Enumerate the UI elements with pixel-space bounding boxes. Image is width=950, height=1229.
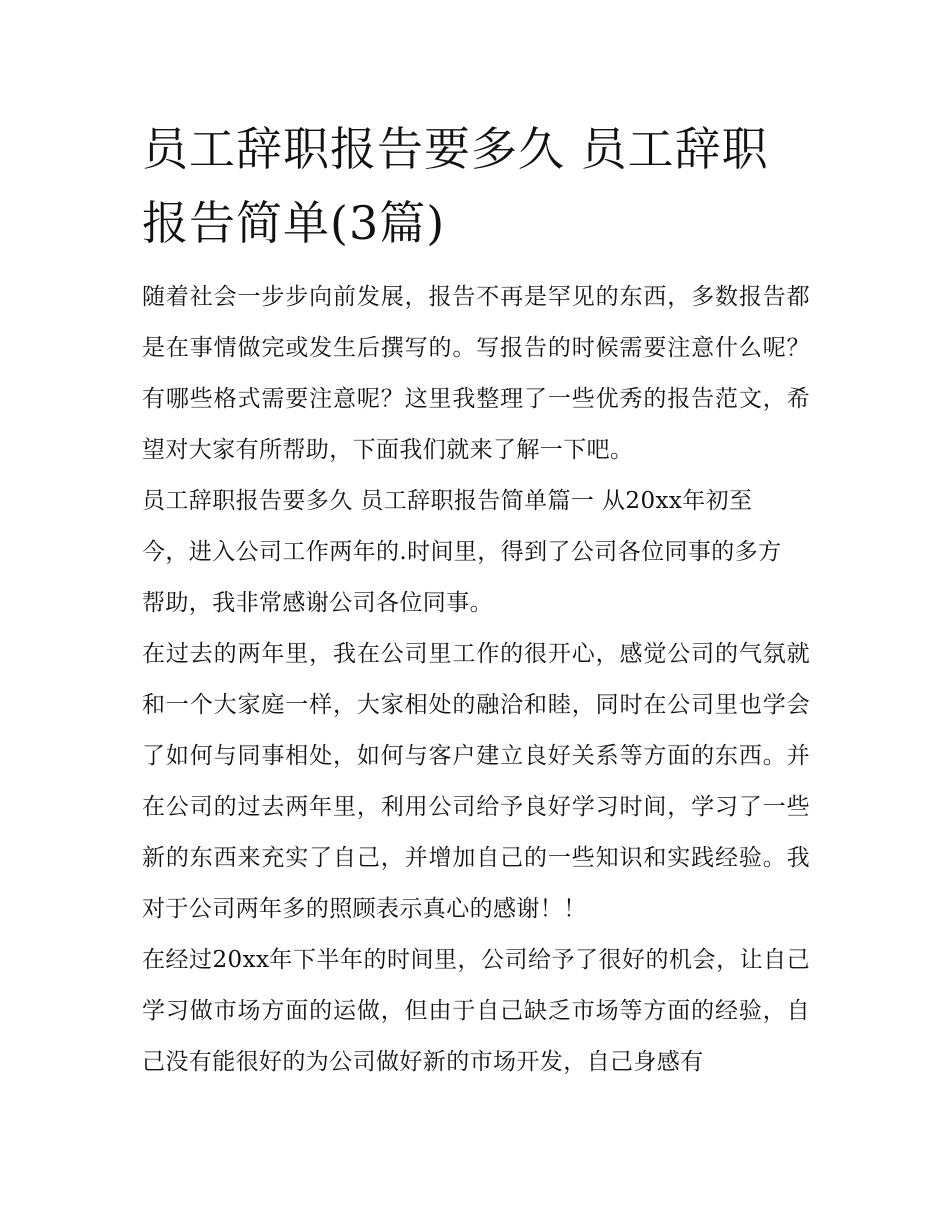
paragraph-gratitude: 在过去的两年里，我在公司里工作的很开心，感觉公司的气氛就和一个大家庭一样，大家相处的融洽和睦，同时在公司里也学会了如何与同事相处，如何与客户建立良好关系等方面的东西。并在公司的过去两年里，利用公司给予良好学习时间，学习了一些新的东西来充实了自己，并增加自己的一些知识和实践经验。我对于公司两年多的照顾表示真心的感谢！！	[142, 641, 810, 922]
paragraph-intro: 随着社会一步步向前发展，报告不再是罕见的东西，多数报告都是在事情做完或发生后撰写的。写报告的时候需要注意什么呢？有哪些格式需要注意呢？这里我整理了一些优秀的报告范文，希望对大家有所帮助，下面我们就来了解一下吧。	[142, 284, 810, 463]
document-title: 员工辞职报告要多久 员工辞职报告简单(3篇)	[142, 122, 769, 250]
document-page	[142, 112, 822, 1088]
paragraph-opening: 员工辞职报告要多久 员工辞职报告简单篇一 从20xx年初至今，进入公司工作两年的.时间里，得到了公司各位同事的多方帮助，我非常感谢公司各位同事。	[142, 488, 782, 616]
paragraph-market: 在经过20xx年下半年的时间里，公司给予了很好的机会，让自己学习做市场方面的运做，但由于自己缺乏市场等方面的经验，自己没有能很好的为公司做好新的市场开发，自己身感有	[142, 947, 810, 1075]
